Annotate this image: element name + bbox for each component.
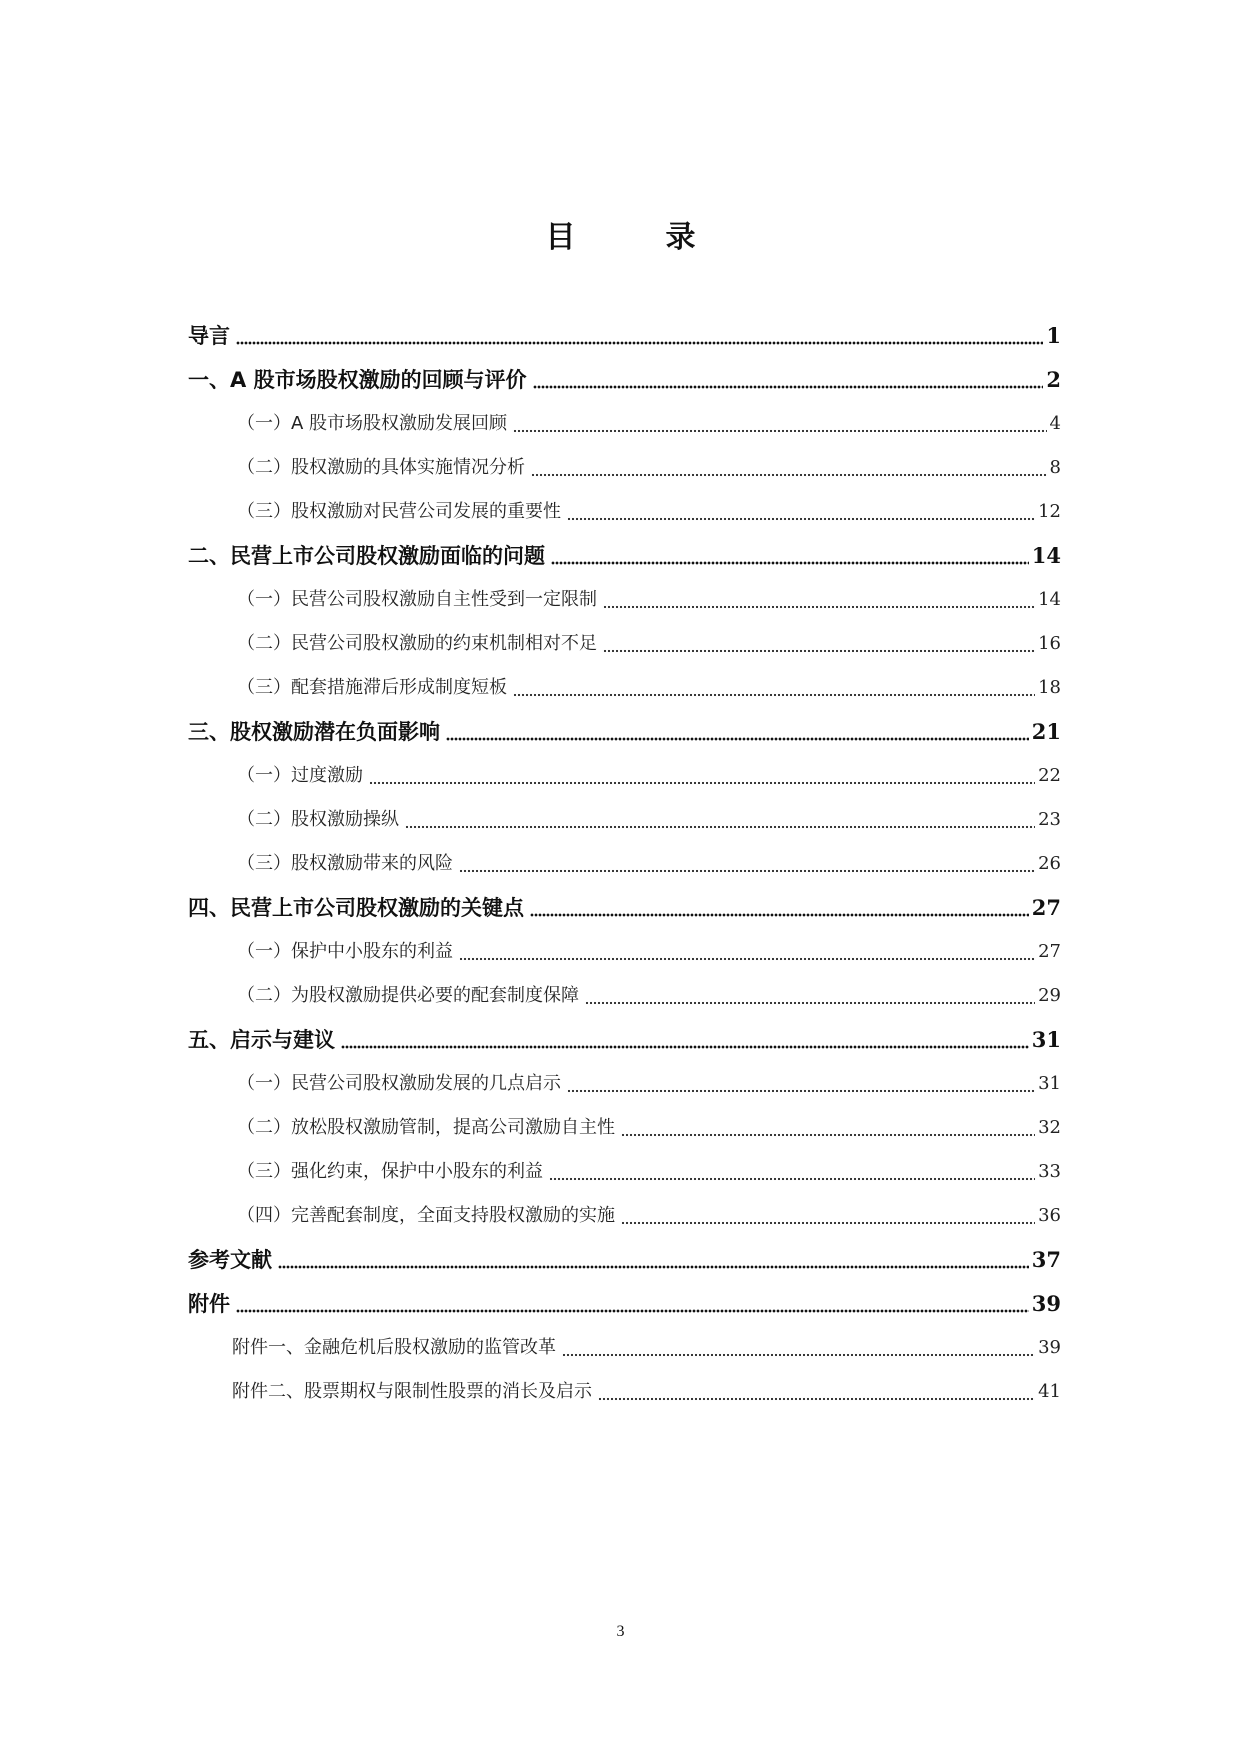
toc-entry-label: （二）股权激励的具体实施情况分析	[237, 457, 525, 478]
toc-subentry[interactable]	[237, 937, 1061, 967]
page-number: 3	[616, 1623, 625, 1640]
toc-subentry[interactable]	[237, 1069, 1061, 1099]
toc-entry[interactable]	[188, 321, 1061, 351]
toc-subentry[interactable]	[237, 409, 1061, 439]
toc-subentry[interactable]	[237, 453, 1061, 483]
toc-entry-label: 附件二、股票期权与限制性股票的消长及启示	[232, 1381, 592, 1402]
toc-subentry[interactable]	[237, 805, 1061, 835]
toc-entry[interactable]	[188, 1245, 1061, 1275]
toc-subentry[interactable]	[237, 585, 1061, 615]
toc-entry-label: 导言	[188, 324, 230, 348]
dot-leader	[341, 1045, 1029, 1049]
toc-entry-page: 29	[1038, 985, 1061, 1006]
toc-entry-page: 27	[1031, 895, 1061, 920]
toc-entry-page: 16	[1038, 633, 1061, 654]
toc-entry[interactable]	[188, 365, 1061, 395]
toc-subentry[interactable]	[237, 1113, 1061, 1143]
dot-leader	[598, 1397, 1035, 1401]
toc-subentry[interactable]	[237, 497, 1061, 527]
toc-entry-page: 37	[1031, 1247, 1061, 1272]
dot-leader	[551, 561, 1029, 565]
toc-entry-label: （三）强化约束，保护中小股东的利益	[237, 1161, 543, 1182]
dot-leader	[621, 1133, 1035, 1137]
dot-leader	[278, 1265, 1029, 1269]
toc-entry-label: （一）A 股市场股权激励发展回顾	[237, 413, 508, 434]
toc-entry-label: 附件	[188, 1292, 230, 1316]
toc-entry-page: 12	[1038, 501, 1061, 522]
toc-entry-page: 36	[1038, 1205, 1061, 1226]
toc-entry[interactable]	[188, 1025, 1061, 1055]
dot-leader	[567, 517, 1035, 521]
toc-entry-label: 参考文献	[188, 1248, 272, 1272]
toc-entry-page: 14	[1038, 589, 1061, 610]
toc-entry-label: （二）股权激励操纵	[237, 809, 399, 830]
toc-entry[interactable]	[188, 541, 1061, 571]
dot-leader	[405, 825, 1035, 829]
toc-subentry[interactable]	[237, 1157, 1061, 1187]
dot-leader	[530, 913, 1029, 917]
toc-entry-page: 23	[1038, 809, 1061, 830]
toc-entry-label: 五、启示与建议	[188, 1028, 335, 1052]
toc-subentry[interactable]	[232, 1333, 1061, 1363]
dot-leader	[531, 473, 1047, 477]
toc-subentry[interactable]	[237, 673, 1061, 703]
dot-leader	[549, 1177, 1035, 1181]
toc-entry[interactable]	[188, 1289, 1061, 1319]
toc-entry-page: 32	[1038, 1117, 1061, 1138]
dot-leader	[567, 1089, 1035, 1093]
dot-leader	[459, 869, 1035, 873]
toc-entry-label: （一）民营公司股权激励发展的几点启示	[237, 1073, 561, 1094]
toc-entry-label: 附件一、金融危机后股权激励的监管改革	[232, 1337, 556, 1358]
dot-leader	[236, 341, 1043, 345]
toc-subentry[interactable]	[237, 981, 1061, 1011]
toc-subentry[interactable]	[237, 629, 1061, 659]
toc-entry-label: （三）股权激励带来的风险	[237, 853, 453, 874]
toc-entry-page: 39	[1038, 1337, 1061, 1358]
toc-entry-page: 41	[1038, 1381, 1061, 1402]
dot-leader	[369, 781, 1035, 785]
toc-subentry[interactable]	[237, 761, 1061, 791]
toc-entry-label: （一）过度激励	[237, 765, 363, 786]
toc-entry-page: 31	[1031, 1027, 1061, 1052]
dot-leader	[585, 1001, 1035, 1005]
toc-entry-page: 1	[1046, 323, 1061, 348]
dot-leader	[513, 429, 1047, 433]
toc-entry-page: 33	[1038, 1161, 1061, 1182]
toc-entry-label: 一、A 股市场股权激励的回顾与评价	[188, 368, 527, 392]
toc-entry-label: （二）为股权激励提供必要的配套制度保障	[237, 985, 579, 1006]
toc-entry-page: 27	[1038, 941, 1061, 962]
toc-entry-page: 14	[1031, 543, 1061, 568]
toc-entry-label: （二）民营公司股权激励的约束机制相对不足	[237, 633, 597, 654]
toc-entry-page: 2	[1046, 367, 1061, 392]
toc-entry-label: 三、股权激励潜在负面影响	[188, 720, 440, 744]
dot-leader	[459, 957, 1035, 961]
toc-entry-label: 二、民营上市公司股权激励面临的问题	[188, 544, 545, 568]
toc-subentry[interactable]	[237, 849, 1061, 879]
toc-entry[interactable]	[188, 893, 1061, 923]
toc-entry-label: （二）放松股权激励管制，提高公司激励自主性	[237, 1117, 615, 1138]
dot-leader	[621, 1221, 1035, 1225]
toc-entry-page: 21	[1031, 719, 1061, 744]
toc-entry-page: 22	[1038, 765, 1061, 786]
toc-entry-label: （三）股权激励对民营公司发展的重要性	[237, 501, 561, 522]
dot-leader	[603, 649, 1035, 653]
dot-leader	[236, 1309, 1029, 1313]
toc-entry-label: （四）完善配套制度，全面支持股权激励的实施	[237, 1205, 615, 1226]
toc-entry-page: 31	[1038, 1073, 1061, 1094]
toc-entry-label: （三）配套措施滞后形成制度短板	[237, 677, 507, 698]
toc-entry-page: 26	[1038, 853, 1061, 874]
toc-entry-page: 4	[1049, 413, 1061, 434]
dot-leader	[446, 737, 1029, 741]
toc-entry-label: （一）民营公司股权激励自主性受到一定限制	[237, 589, 597, 610]
dot-leader	[533, 385, 1044, 389]
dot-leader	[562, 1353, 1035, 1357]
dot-leader	[603, 605, 1035, 609]
dot-leader	[513, 693, 1035, 697]
toc-entry-page: 39	[1031, 1291, 1061, 1316]
toc-entry-page: 18	[1038, 677, 1061, 698]
toc-entry-label: （一）保护中小股东的利益	[237, 941, 453, 962]
toc-entry-page: 8	[1049, 457, 1061, 478]
toc-entry-label: 四、民营上市公司股权激励的关键点	[188, 896, 524, 920]
page-title: 目 录	[545, 220, 726, 255]
toc-subentry[interactable]	[237, 1201, 1061, 1231]
toc-subentry[interactable]	[232, 1377, 1061, 1407]
toc-entry[interactable]	[188, 717, 1061, 747]
